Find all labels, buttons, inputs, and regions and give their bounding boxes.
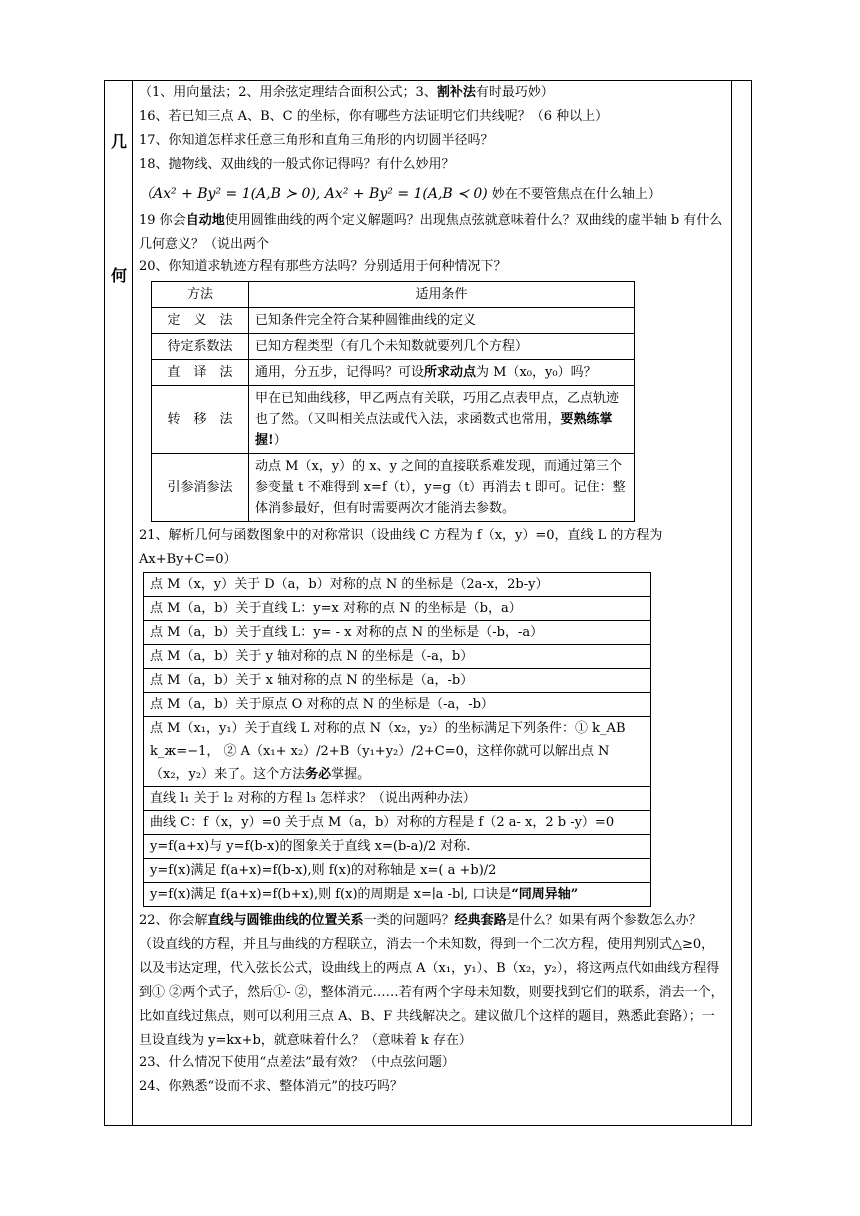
header-method: 方法 [152,282,249,308]
method-condition: 已知方程类型（有几个未知数就要列几个方程） [249,334,635,360]
symmetry-cell: 点 M（a，b）关于 x 轴对称的点 N 的坐标是（a，-b） [144,669,651,693]
method-name: 引参消参法 [152,454,249,522]
method-row [152,386,635,454]
item-20: 20、你知道求轨迹方程有那些方法吗？分别适用于何种情况下？ [139,259,507,274]
method-name: 定 义 法 [152,308,249,334]
method-condition: 动点 M（x，y）的 x、y 之间的直接联系难发现，而通过第三个参变量 t 不难得到 x=f（t），y=g（t）再消去 t 即可。记住：整体消参最好，但有时需要两次才能消去参数。 [249,454,635,522]
formula: （Ax² + By² = 1(A,B ≻ 0), Ax² + By² = 1(A,B ≺ 0) [139,186,488,202]
category-char-bottom: 何 [110,266,127,285]
symmetry-cell: 点 M（x₁，y₁）关于直线 L 对称的点 N（x₂，y₂）的坐标满足下列条件：① k_AB k_ж=−1， ② A（x₁+ x₂）/2+B（y₁+y₂）/2+C=0，这样你就可以解出点 N（x₂，y₂）来了。这个方法务必掌握。 [144,717,651,787]
item-18-formula: （Ax² + By² = 1(A,B ≻ 0), Ax² + By² = 1(A,B ≺ 0) 妙在不要管焦点在什么轴上） [139,186,661,202]
symmetry-cell: y=f(x)满足 f(a+x)=f(b+x),则 f(x)的周期是 x=∣a -b∣, 口诀是“同周异轴” [144,883,651,907]
method-table-header [152,282,635,308]
category-column [105,81,133,1125]
notes-column [731,81,751,1125]
header-condition: 适用条件 [249,282,635,308]
symmetry-table [143,572,651,907]
method-row [152,334,635,360]
method-name: 直 译 法 [152,360,249,386]
symmetry-row [144,811,651,835]
symmetry-cell: 点 M（a，b）关于 y 轴对称的点 N 的坐标是（-a，b） [144,645,651,669]
item-21: 21、解析几何与函数图象中的对称常识（设曲线 C 方程为 f（x，y）=0，直线 L 的方程为 Ax+By+C=0） [139,528,663,567]
method-condition: 通用，分五步，记得吗？可设所求动点为 M（x₀，y₀）吗？ [249,360,635,386]
method-row [152,454,635,522]
item-24: 24、你熟悉“设而不求、整体消元”的技巧吗？ [139,1079,403,1094]
symmetry-cell: y=f(a+x)与 y=f(b-x)的图象关于直线 x=(b-a)/2 对称. [144,835,651,859]
method-condition: 甲在已知曲线移，甲乙两点有关联，巧用乙点表甲点，乙点轨迹也了然。（又叫相关点法或代入法，求函数式也常用，要熟练掌握!） [249,386,635,454]
symmetry-cell: 曲线 C：f（x，y）=0 关于点 M（a，b）对称的方程是 f（2 a- x，2 b -y）=0 [144,811,651,835]
symmetry-cell: y=f(x)满足 f(a+x)=f(b-x),则 f(x)的对称轴是 x=( a +b)/2 [144,859,651,883]
symmetry-row [144,669,651,693]
method-row [152,360,635,386]
symmetry-row [144,693,651,717]
method-condition: 已知条件完全符合某种圆锥曲线的定义 [249,308,635,334]
item-22: 22、你会解直线与圆锥曲线的位置关系一类的问题吗？经典套路是什么？如果有两个参数怎么办？（设直线的方程，并且与曲线的方程联立，消去一个未知数，得到一个二次方程，使用判别式△≥0，以及韦达定理，代入弦长公式，设曲线上的两点 A（x₁，y₁）、B（x₂，y₂），将这两点代如曲线方程得到① ②两个式子，然后①- ②，整体消元……若有两个字母未知数，则要找到它们的联系，消去一个，比如直线过焦点，则可以利用三点 A、B、F 共线解决之。建议做几个这样的题目，熟悉此套路）；一旦设直线为 y=kx+b，就意味着什么？（意味着 k 存在） [139,913,724,1048]
symmetry-cell: 点 M（a，b）关于直线 L：y=x 对称的点 N 的坐标是（b，a） [144,597,651,621]
symmetry-cell: 点 M（a，b）关于原点 O 对称的点 N 的坐标是（-a，-b） [144,693,651,717]
symmetry-row [144,597,651,621]
symmetry-row [144,787,651,811]
symmetry-cell: 点 M（x，y）关于 D（a，b）对称的点 N 的坐标是（2a-x，2b-y） [144,573,651,597]
symmetry-cell: 直线 l₁ 关于 l₂ 对称的方程 l₃ 怎样求？（说出两种办法） [144,787,651,811]
method-name: 转 移 法 [152,386,249,454]
item-19: 19 你会自动地使用圆锥曲线的两个定义解题吗？出现焦点弦就意味着什么？双曲线的虚半轴 b 有什么几何意义？（说出两个 [139,213,723,252]
item-15-cont: （1、用向量法；2、用余弦定理结合面积公式；3、割补法有时最巧妙） [139,85,554,100]
symmetry-row [144,883,651,907]
symmetry-cell: 点 M（a，b）关于直线 L：y= - x 对称的点 N 的坐标是（-b，-a） [144,621,651,645]
item-16: 16、若已知三点 A、B、C 的坐标，你有哪些方法证明它们共线呢？（6 种以上） [139,109,609,124]
item-17: 17、你知道怎样求任意三角形和直角三角形的内切圆半径吗？ [139,133,494,148]
method-row [152,308,635,334]
symmetry-row [144,573,651,597]
category-char-top: 几 [110,132,127,151]
outer-table [104,80,752,1126]
symmetry-row [144,621,651,645]
method-table [151,281,635,522]
method-name: 待定系数法 [152,334,249,360]
symmetry-row [144,859,651,883]
symmetry-row [144,835,651,859]
item-18: 18、抛物线、双曲线的一般式你记得吗？有什么妙用？ [139,157,455,172]
item-23: 23、什么情况下使用“点差法”最有效？（中点弦问题） [139,1055,455,1070]
content-area [139,83,727,1101]
symmetry-row [144,717,651,787]
symmetry-row [144,645,651,669]
